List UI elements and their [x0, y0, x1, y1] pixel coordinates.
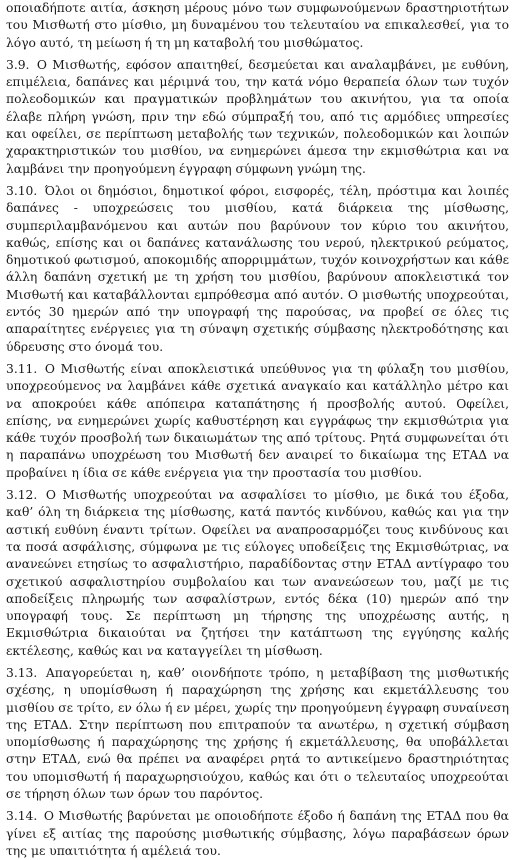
clause-number: 3.10.	[6, 183, 38, 198]
clause-number: 3.14.	[6, 809, 38, 824]
clause-3-10	[6, 183, 509, 356]
clause-number: 3.13.	[6, 665, 38, 680]
clause-text: Ο Μισθωτής είναι αποκλειστικά υπεύθυνος για τη φύλαξη του μισθίου, υποχρεούμενος να λαμβάνει κάθε σχετικά αναγκαίο και κατάλληλο μέτρο και να αποκρούει κάθε απόπειρα καταπάτησης ή προσβολής αυτού. Οφείλει, επίσης, να ενημερώνει χωρίς καθυστέρηση και εγγράφως την εκμισθώτρια για κάθε τυχόν προσβολή των δικαιωμάτων της από τρίτους. Ρητά συμφωνείται ότι η παραπάνω υποχρέωση του Μισθωτή δεν αναιρεί το δικαίωμα της ΕΤΑΔ να προβαίνει η ίδια σε κάθε ενέργεια για την προστασία του μισθίου.	[6, 361, 509, 480]
clause-text: Ο Μισθωτής, εφόσον απαιτηθεί, δεσμεύεται και αναλαμβάνει, με ευθύνη, επιμέλεια, δαπάνες και μέριμνά του, την κατά νόμο θεραπεία όλων των τυχόν πολεοδομικών και πραγματικών προβλημάτων του ακινήτου, για τα οποία έλαβε πλήρη γνώση, πριν την εδώ σύμπραξή του, από τις αρμόδιες υπηρεσίες και οφείλει, σε περίπτωση μεταβολής των τεχνικών, πολεοδομικών και λοιπών χαρακτηριστικών του μισθίου, να ενημερώνει άμεσα την εκμισθώτρια και να λαμβάνει την προηγούμενη έγγραφη σύμφωνη γνώμη της.	[6, 57, 509, 176]
clause-text: Απαγορεύεται η, καθ’ οιονδήποτε τρόπο, η μεταβίβαση της μισθωτικής σχέσης, η υπομίσθωση ή παραχώρηση της χρήσης και εκμετάλλευσης του μισθίου σε τρίτο, εν όλω ή εν μέρει, χωρίς την προηγούμενη έγγραφη συναίνεση της ΕΤΑΔ. Στην περίπτωση που επιτραπούν τα ανωτέρω, η σχετική σύμβαση υπομίσθωσης ή παραχώρησης της χρήσης ή εκμετάλλευσης, θα υποβάλλεται στην ΕΤΑΔ, ενώ θα πρέπει να αναφέρει ρητά το αντικείμενο δραστηριότητας του υπομισθωτή ή παραχωρησιούχου, καθώς και ότι ο τελευταίος υποχρεούται σε τήρηση όλων των όρων του παρόντος.	[6, 665, 509, 802]
clause-3-13	[6, 665, 509, 803]
document-page	[6, 0, 509, 860]
clause-3-14	[6, 808, 509, 860]
clause-text: Όλοι οι δημόσιοι, δημοτικοί φόροι, εισφορές, τέλη, πρόστιμα και λοιπές δαπάνες - υποχρεώσεις του μισθίου, κατά διάρκεια της μίσθωσης, συμπεριλαμβανόμενου και αυτών που βαρύνουν τον κύριο του ακινήτου, καθώς, επίσης και οι δαπάνες κατανάλωσης του νερού, ηλεκτρικού ρεύματος, δημοτικού φωτισμού, αποκομιδής απορριμμάτων, τυχόν κοινοχρήστων και κάθε άλλη δαπάνη σχετική με τη χρήση του μισθίου, βαρύνουν αποκλειστικά τον Μισθωτή και καταβάλλονται εμπρόθεσμα από αυτόν. Ο μισθωτής υποχρεούται, εντός 30 ημερών από την υπογραφή της παρούσας, να προβεί σε όλες τις απαραίτητες ενέργειες για τη σύναψη σχετικής σύμβασης ηλεκτροδότησης και ύδρευσης στο όνομά του.	[6, 183, 509, 354]
clause-3-12	[6, 487, 509, 660]
clause-number: 3.9.	[6, 57, 30, 72]
clause-number: 3.11.	[6, 361, 38, 376]
clause-number: 3.12.	[6, 488, 38, 503]
clause-3-11	[6, 361, 509, 482]
paragraph-text: οποιαδήποτε αιτία, άσκηση μέρους μόνο των συμφωνούμενων δραστηριοτήτων του Μισθωτή στο μίσθιο, μη δυναμένου του τελευταίου να επικαλεσθεί, για το λόγο αυτό, τη μείωση ή τη μη καταβολή του μισθώματος.	[6, 1, 509, 50]
clause-text: Ο Μισθωτής υποχρεούται να ασφαλίσει το μίσθιο, με δικά του έξοδα, καθ’ όλη τη διάρκεια της μίσθωσης, κατά παντός κινδύνου, καθώς και για την αστική ευθύνη έναντι τρίτων. Οφείλει να αναπροσαρμόζει τους κινδύνους και τα ποσά ασφάλισης, σύμφωνα με τις εύλογες υποδείξεις της Εκμισθώτριας, να ανανεώνει ετησίως το ασφαλιστήριο, παραδίδοντας στην ΕΤΑΔ αντίγραφο του σχετικού ασφαλιστηρίου συμβολαίου και των ανανεώσεων του, μαζί με τις αποδείξεις πληρωμής των ασφαλίστρων, εντός δέκα (10) ημερών από την υπογραφή τους. Σε περίπτωση μη τήρησης της υποχρέωσης αυτής, η Εκμισθώτρια δικαιούται να ζητήσει την κατάπτωση της εγγύησης καλής εκτέλεσης, καθώς και να καταγγείλει τη μίσθωση.	[6, 488, 509, 658]
clause-3-9	[6, 57, 509, 178]
paragraph-continuation	[6, 0, 509, 52]
clause-text: Ο Μισθωτής βαρύνεται με οποιοδήποτε έξοδο ή δαπάνη της ΕΤΑΔ που θα γίνει εξ αιτίας της παρούσης μισθωτικής σύμβασης, λόγω παραβάσεων όρων της με υπαιτιότητα ή αμέλειά του.	[6, 809, 509, 858]
